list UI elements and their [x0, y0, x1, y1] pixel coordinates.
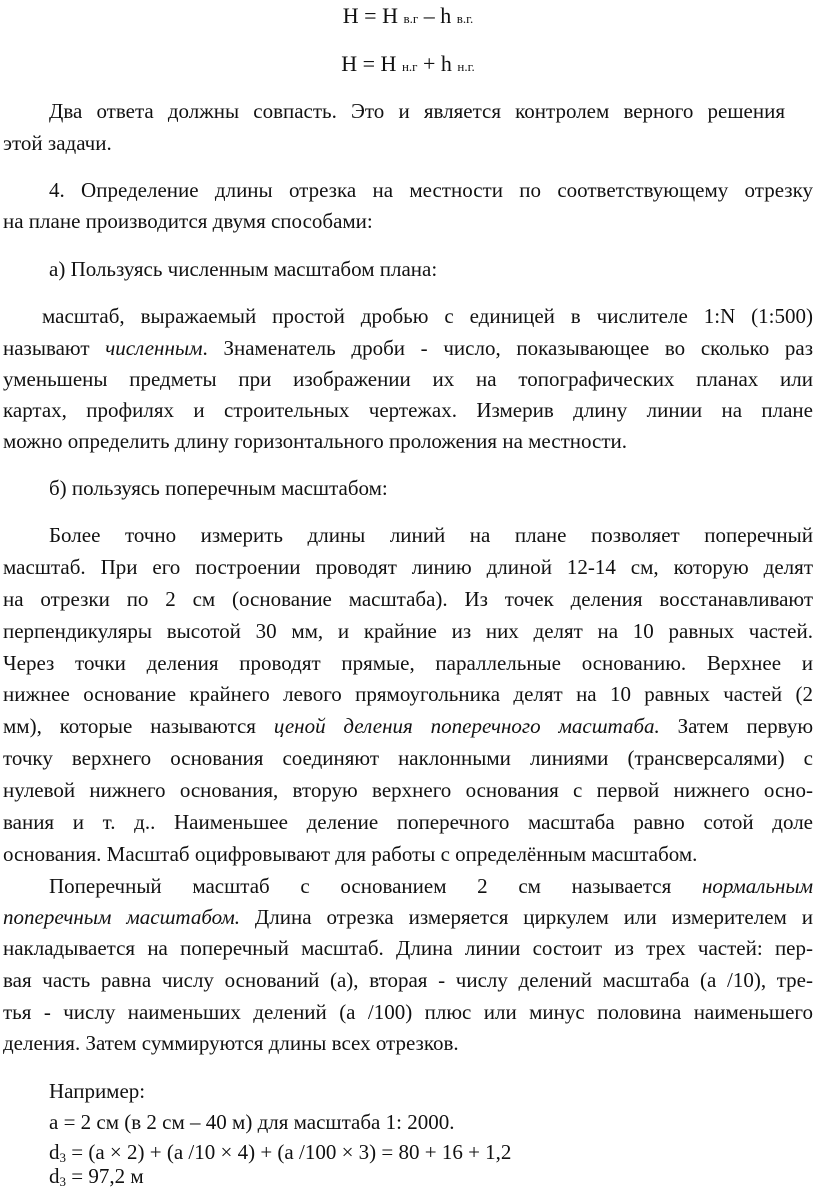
section-b-line-11: основания. Масштаб оцифровывают для работы с определённым масштабом.	[3, 842, 698, 866]
text: мм), которые называются	[3, 714, 274, 738]
normal-line-5: тья - числу наименьших делений (а /100) плюс или минус половина наименьшего	[3, 1000, 813, 1024]
text: = 97,2 м	[66, 1164, 144, 1188]
example-line-3	[49, 1162, 144, 1196]
section-a-line-2	[3, 334, 813, 362]
italic-term: численным	[105, 336, 203, 360]
formula-subscript: в.г	[403, 11, 419, 26]
text: . Знаменатель дроби - число, показывающее во сколько раз	[202, 336, 814, 360]
formula-text: – h	[418, 3, 457, 28]
section-a-line-3: уменьшены предметы при изображении их на топографических планах или	[3, 367, 813, 391]
section-b-line-9: нулевой нижнего основания, вторую верхнего основания с первой нижнего осно-	[3, 778, 813, 802]
text: называют	[3, 336, 106, 360]
section-b-line-1: Более точно измерить длины линий на плане позволяет поперечный	[49, 523, 813, 547]
normal-line-2	[3, 903, 813, 931]
section-a-line-5: можно определить длину горизонтального проложения на местности.	[3, 429, 628, 453]
formula-subscript: н.г.	[457, 59, 475, 74]
text: d	[49, 1140, 60, 1164]
section-b-line-8: точку верхнего основания соединяют наклонными линиями (трансверсалями) с	[3, 746, 813, 770]
section-a-line-4: картах, профилях и строительных чертежах. Измерив длину линии на плане	[3, 398, 813, 422]
text: = (а × 2) + (а /10 × 4) + (а /100 × 3) = 80 + 16 + 1,2	[66, 1140, 512, 1164]
section-b-line-2: масштаб. При его построении проводят линию длиной 12-14 см, которую делят	[3, 555, 813, 579]
example-title: Например:	[49, 1079, 146, 1103]
formula-subscript: н.г	[401, 59, 418, 74]
text: d	[49, 1164, 60, 1188]
section-b-line-10: вания и т. д.. Наименьшее деление поперечного масштаба равно сотой доле	[3, 810, 813, 834]
section-a-heading: а) Пользуясь численным масштабом плана:	[49, 257, 438, 281]
section-a-line-1: масштаб, выражаемый простой дробью с единицей в числителе 1:N (1:500)	[42, 304, 813, 328]
text: Затем первую	[659, 714, 814, 738]
subscript: 3	[59, 1174, 66, 1189]
control-line-2: этой задачи.	[3, 131, 112, 155]
normal-line-1	[49, 872, 813, 900]
formula-subscript: в.г.	[456, 11, 474, 26]
section-b-line-6: нижнее основание крайнего левого прямоугольника делят на 10 равных частей (2	[3, 682, 813, 706]
section-b-line-3: на отрезки по 2 см (основание масштаба). Из точек деления восстанавливают	[3, 587, 813, 611]
section-b-line-4: перпендикуляры высотой 30 мм, и крайние из них делят на 10 равных частей.	[3, 619, 813, 643]
section-b-line-7	[3, 712, 813, 740]
formula-text: H = H	[341, 51, 402, 76]
formula-upper-point	[0, 2, 816, 33]
formula-text: + h	[417, 51, 458, 76]
section-b-heading: б) пользуясь поперечным масштабом:	[49, 476, 388, 500]
example-line-1: а = 2 см (в 2 см – 40 м) для масштаба 1: 2000.	[49, 1110, 455, 1134]
normal-line-4: вая часть равна числу оснований (а), вторая - числу делений масштаба (а /10), тре-	[3, 968, 813, 992]
text: Поперечный масштаб с основанием 2 см называется	[49, 874, 702, 898]
normal-line-6: деления. Затем суммируются длины всех отрезков.	[3, 1031, 459, 1055]
italic-term: нормальным	[701, 874, 813, 898]
normal-line-3: накладывается на поперечный масштаб. Длина линии состоит из трех частей: пер-	[3, 936, 813, 960]
italic-term: ценой деления поперечного масштаба.	[273, 714, 660, 738]
section-b-line-5: Через точки деления проводят прямые, параллельные основанию. Верхнее и	[3, 651, 813, 675]
item4-line-2: на плане производится двумя способами:	[3, 209, 373, 233]
formula-lower-point	[0, 50, 816, 81]
formula-text: H = H	[342, 3, 404, 28]
control-line-1: Два ответа должны совпасть. Это и является контролем верного решения	[49, 99, 785, 123]
item4-line-1: 4. Определение длины отрезка на местности по соответствующему отрезку	[49, 178, 813, 202]
italic-term: поперечным масштабом.	[3, 905, 240, 929]
text: Длина отрезка измеряется циркулем или измерителем и	[240, 905, 813, 929]
subscript: 3	[59, 1150, 66, 1165]
